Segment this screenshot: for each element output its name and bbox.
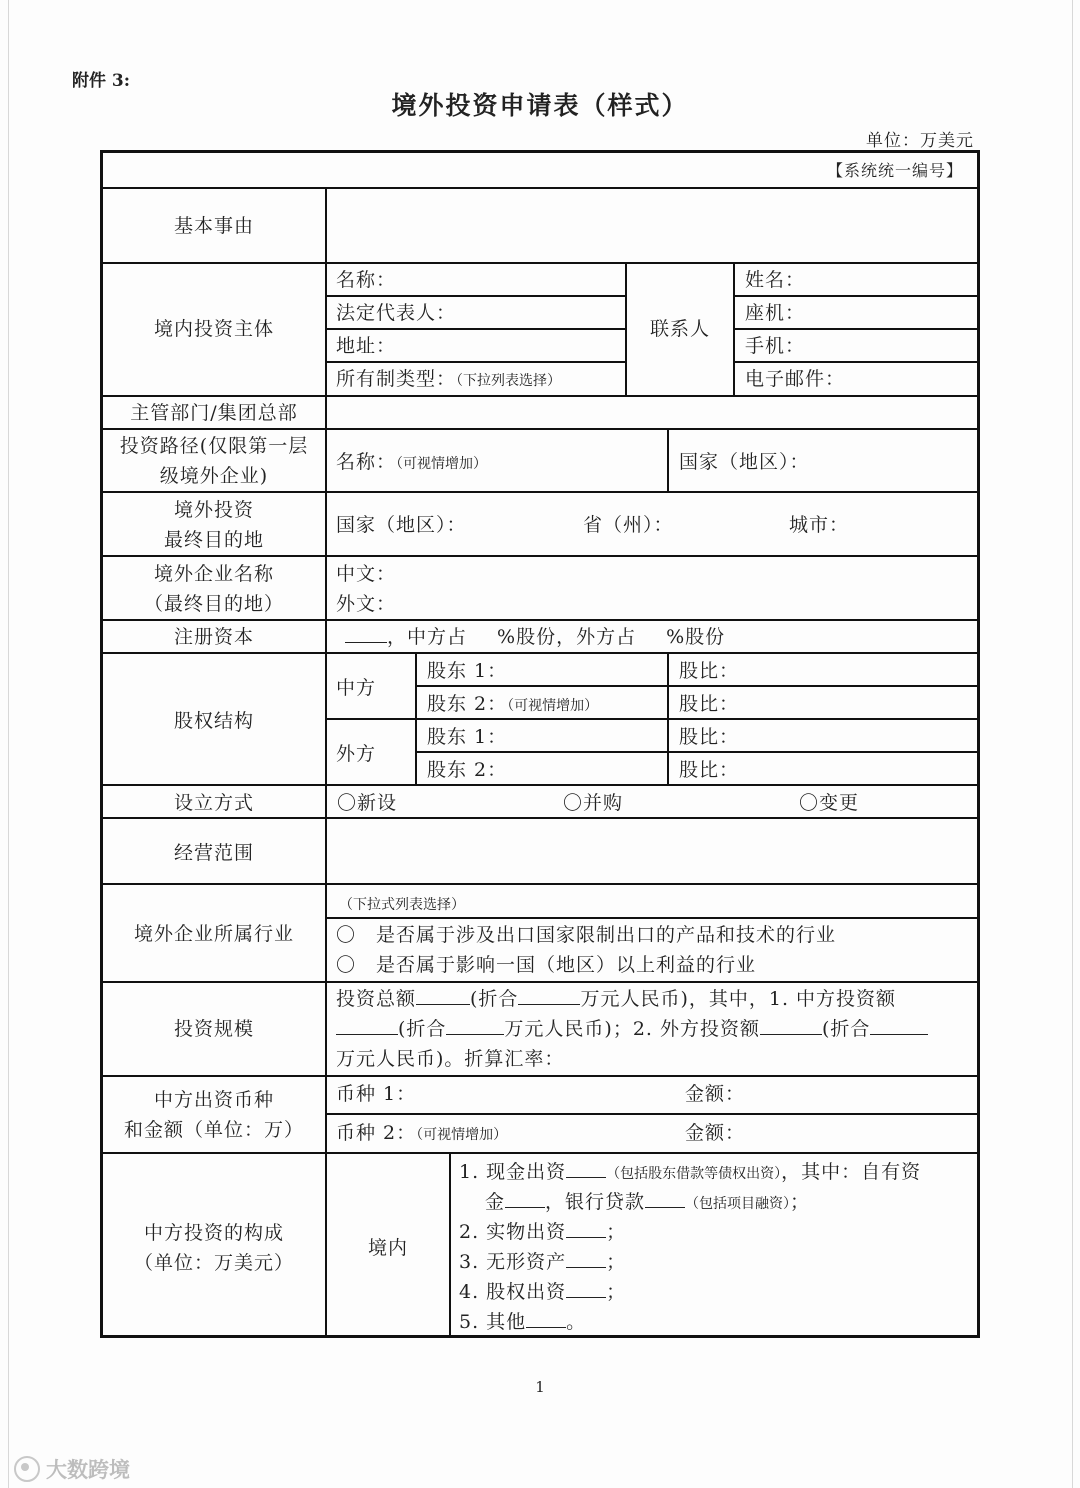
physical-blank[interactable] bbox=[566, 1219, 606, 1238]
cn-ratio-2-field[interactable]: 股比： bbox=[679, 693, 740, 715]
capital-blank[interactable] bbox=[345, 624, 387, 643]
equity-contribution-blank[interactable] bbox=[566, 1279, 606, 1298]
industry-label: 境外企业所属行业 bbox=[133, 923, 294, 945]
destination-province-field[interactable]: 省（州）： bbox=[583, 514, 674, 536]
ownership-type-select[interactable] bbox=[336, 364, 561, 396]
bank-loan-hint: （包括项目融资） bbox=[685, 1196, 791, 1212]
composition-item-1-cont bbox=[485, 1187, 810, 1219]
scale-text-1c: 万元人民币)，其中，1. 中方投资额 bbox=[580, 988, 897, 1010]
foreign-enterprise-label-2: （最终目的地） bbox=[143, 593, 284, 615]
scale-total-label: 投资总额 bbox=[336, 988, 417, 1010]
composition-label-1: 中方投资的构成 bbox=[143, 1222, 284, 1244]
composition-label-2: （单位：万美元） bbox=[133, 1252, 294, 1274]
cn-shareholder-1-field[interactable]: 股东 1： bbox=[427, 660, 508, 682]
equity-contribution-label: 4. 股权出资 bbox=[459, 1281, 567, 1303]
form-title: 境外投资申请表（样式） bbox=[391, 91, 689, 120]
cn-shareholder-2-label: 股东 2： bbox=[427, 693, 508, 715]
currency-2-label: 币种 2： bbox=[336, 1122, 417, 1144]
basic-reason-label: 基本事由 bbox=[173, 215, 254, 237]
composition-item-5 bbox=[459, 1307, 586, 1337]
fr-amount-blank[interactable] bbox=[760, 1016, 822, 1035]
cash-blank[interactable] bbox=[566, 1159, 606, 1178]
total-rmb-blank[interactable] bbox=[518, 986, 580, 1005]
cn-ratio-1-field[interactable]: 股比： bbox=[679, 660, 740, 682]
scale-line-1 bbox=[336, 984, 896, 1014]
amount-1-field[interactable]: 金额： bbox=[685, 1083, 746, 1105]
destination-label-2: 最终目的地 bbox=[163, 529, 264, 551]
cn-rmb-blank[interactable] bbox=[446, 1016, 504, 1035]
currency-2-field[interactable] bbox=[336, 1118, 507, 1150]
path-name-hint: （可视情增加） bbox=[396, 456, 488, 472]
mobile-field[interactable]: 手机： bbox=[745, 335, 806, 357]
competent-dept-field[interactable] bbox=[327, 397, 977, 428]
composition-item-1 bbox=[459, 1157, 921, 1189]
capital-text-c: %股份 bbox=[666, 626, 726, 648]
cn-amount-blank[interactable] bbox=[336, 1016, 398, 1035]
own-funds-blank[interactable] bbox=[505, 1189, 545, 1208]
intangible-assets-label: 3. 无形资产 bbox=[459, 1251, 567, 1273]
cn-shareholder-2-hint: （可视情增加） bbox=[507, 698, 599, 714]
fr-rmb-blank[interactable] bbox=[870, 1016, 928, 1035]
page-edge-left bbox=[8, 0, 9, 1488]
currency-2-hint: （可视情增加） bbox=[416, 1127, 508, 1143]
establishment-option-change[interactable]: 〇变更 bbox=[799, 792, 860, 814]
currency-label-1: 中方出资币种 bbox=[153, 1089, 274, 1111]
other-contribution-label: 5. 其他 bbox=[459, 1311, 527, 1333]
competent-dept-label: 主管部门/集团总部 bbox=[130, 402, 298, 424]
scale-text-2b: 万元人民币)；2. 外方投资额 bbox=[504, 1018, 761, 1040]
total-amount-blank[interactable] bbox=[416, 986, 470, 1005]
attachment-label: 附件 3: bbox=[72, 71, 131, 91]
own-funds-label-end: 金 bbox=[485, 1191, 506, 1213]
currency-1-field[interactable]: 币种 1： bbox=[336, 1083, 417, 1105]
item-1-semicolon: ； bbox=[790, 1191, 811, 1213]
other-blank[interactable] bbox=[526, 1309, 566, 1328]
cash-own-funds-label: ，其中：自有资 bbox=[781, 1161, 922, 1183]
ownership-type-label: 所有制类型： bbox=[336, 368, 457, 390]
ownership-type-hint: （下拉列表选择） bbox=[456, 373, 562, 389]
contact-name-field[interactable]: 姓名： bbox=[745, 269, 806, 291]
amount-2-field[interactable]: 金额： bbox=[685, 1122, 746, 1144]
item-3-semicolon: ； bbox=[606, 1251, 627, 1273]
email-field[interactable]: 电子邮件： bbox=[745, 368, 846, 390]
composition-item-3 bbox=[459, 1247, 626, 1277]
basic-reason-field[interactable] bbox=[327, 189, 977, 262]
application-form-table bbox=[100, 150, 980, 1338]
cash-contribution-hint: （包括股东借款等债权出资） bbox=[606, 1166, 782, 1182]
industry-multi-region-option[interactable]: 〇 是否属于影响一国（地区）以上利益的行业 bbox=[336, 954, 757, 976]
establishment-label: 设立方式 bbox=[173, 792, 254, 814]
domestic-source-label: 境内 bbox=[367, 1237, 408, 1259]
fr-shareholder-2-field[interactable]: 股东 2： bbox=[427, 759, 508, 781]
path-country-field[interactable]: 国家（地区）： bbox=[679, 451, 810, 473]
watermark bbox=[14, 1454, 130, 1484]
fr-ratio-2-field[interactable]: 股比： bbox=[679, 759, 740, 781]
cash-contribution-label: 1. 现金出资 bbox=[459, 1161, 567, 1183]
destination-country-field[interactable]: 国家（地区）： bbox=[336, 514, 467, 536]
foreign-enterprise-label-1: 境外企业名称 bbox=[153, 563, 274, 585]
destination-label-1: 境外投资 bbox=[173, 499, 254, 521]
investment-scale-label: 投资规模 bbox=[173, 1018, 254, 1040]
equity-structure-label: 股权结构 bbox=[173, 710, 254, 732]
bank-loan-label: ，银行贷款 bbox=[545, 1191, 646, 1213]
physical-contribution-label: 2. 实物出资 bbox=[459, 1221, 567, 1243]
fr-ratio-1-field[interactable]: 股比： bbox=[679, 726, 740, 748]
composition-item-4 bbox=[459, 1277, 626, 1307]
system-number-label: 【系统统一编号】 bbox=[826, 161, 963, 180]
registered-capital-label: 注册资本 bbox=[173, 626, 254, 648]
scale-convert-label-1: (折合 bbox=[470, 988, 519, 1010]
bank-loan-blank[interactable] bbox=[645, 1189, 685, 1208]
industry-export-restricted-option[interactable]: 〇 是否属于涉及出口国家限制出口的产品和技术的行业 bbox=[336, 924, 837, 946]
industry-select-hint[interactable]: （下拉式列表选择） bbox=[339, 897, 465, 913]
item-2-semicolon: ； bbox=[606, 1221, 627, 1243]
capital-text-a: ，中方占 bbox=[387, 626, 468, 648]
cn-shareholder-2-field[interactable] bbox=[427, 689, 598, 721]
business-scope-label: 经营范围 bbox=[173, 842, 254, 864]
legal-rep-field[interactable]: 法定代表人： bbox=[336, 302, 457, 324]
contact-person-label: 联系人 bbox=[649, 318, 710, 340]
scale-text-2c: (折合 bbox=[822, 1018, 871, 1040]
intangible-blank[interactable] bbox=[566, 1249, 606, 1268]
scale-text-2a: (折合 bbox=[398, 1018, 447, 1040]
investment-path-label-2: 级境外企业) bbox=[159, 465, 269, 487]
foreign-name-field[interactable]: 外文： bbox=[336, 593, 397, 615]
page-number: 1 bbox=[535, 1378, 545, 1396]
chinese-side-label: 中方 bbox=[336, 677, 377, 699]
unit-label: 单位：万美元 bbox=[866, 131, 974, 151]
fr-shareholder-1-field[interactable]: 股东 1： bbox=[427, 726, 508, 748]
item-5-period: 。 bbox=[566, 1311, 587, 1333]
item-4-semicolon: ； bbox=[606, 1281, 627, 1303]
scale-line-2 bbox=[336, 1014, 928, 1044]
establishment-option-new[interactable]: 〇新设 bbox=[337, 792, 398, 814]
chinese-name-field[interactable]: 中文： bbox=[336, 563, 397, 585]
establishment-option-merger[interactable]: 〇并购 bbox=[563, 792, 624, 814]
scale-line-3: 万元人民币)。折算汇率： bbox=[336, 1048, 565, 1070]
watermark-logo-icon bbox=[14, 1456, 40, 1482]
page-edge-right bbox=[1072, 0, 1073, 1488]
path-name-label: 名称： bbox=[336, 451, 397, 473]
domestic-entity-label: 境内投资主体 bbox=[153, 318, 274, 340]
registered-capital-field[interactable] bbox=[345, 622, 725, 652]
landline-field[interactable]: 座机： bbox=[745, 302, 806, 324]
address-field[interactable]: 地址： bbox=[336, 335, 397, 357]
watermark-text: 大数跨境 bbox=[46, 1458, 130, 1482]
composition-item-2 bbox=[459, 1217, 626, 1247]
business-scope-field[interactable] bbox=[327, 819, 977, 883]
foreign-side-label: 外方 bbox=[336, 743, 377, 765]
capital-text-b: %股份，外方占 bbox=[497, 626, 637, 648]
currency-label-2: 和金额（单位：万） bbox=[123, 1119, 304, 1141]
entity-name-field[interactable]: 名称： bbox=[336, 269, 397, 291]
path-name-field[interactable] bbox=[336, 447, 487, 479]
investment-path-label-1: 投资路径(仅限第一层 bbox=[119, 435, 309, 457]
destination-city-field[interactable]: 城市： bbox=[789, 514, 850, 536]
